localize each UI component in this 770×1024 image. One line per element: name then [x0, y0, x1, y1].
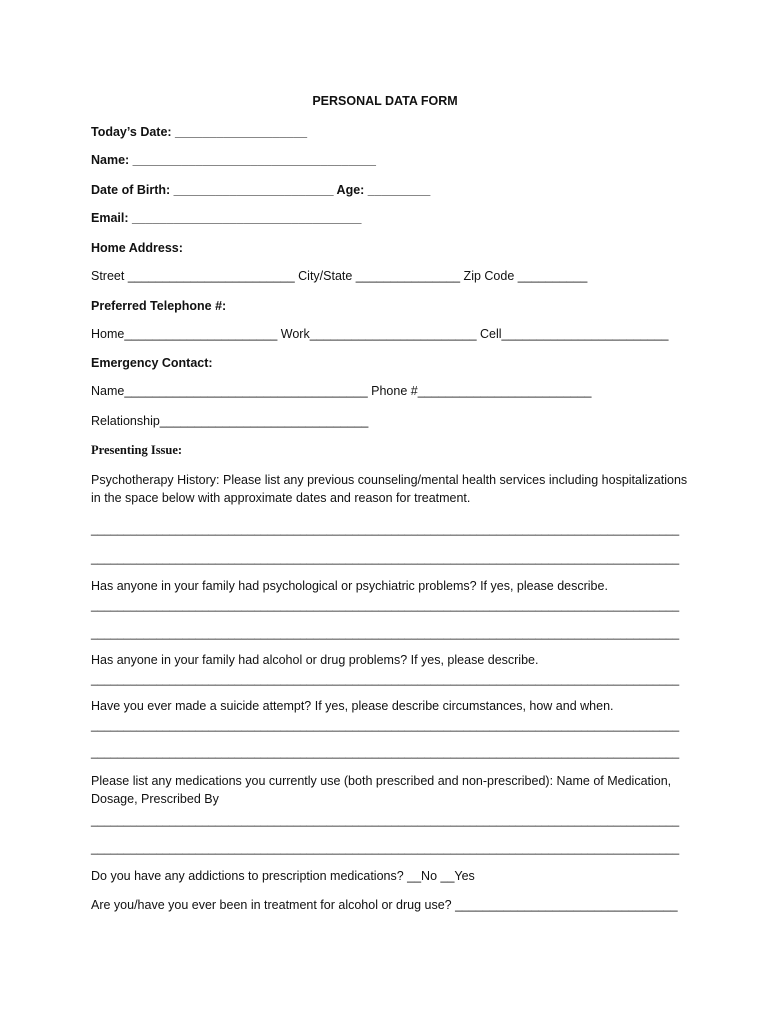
dob-age-field[interactable]: Date of Birth: _______________________ Age: _________: [91, 183, 431, 197]
suicide-question: Have you ever made a suicide attempt? If yes, please describe circumstances, how and when.: [91, 699, 614, 713]
family-alcohol-question: Has anyone in your family had alcohol or drug problems? If yes, please describe.: [91, 653, 539, 667]
treatment-question[interactable]: Are you/have you ever been in treatment for alcohol or drug use? ________________________________: [91, 898, 678, 912]
answer-line[interactable]: __________________________________________________________________________________________: [91, 523, 680, 536]
family-psych-question: Has anyone in your family had psychological or psychiatric problems? If yes, please describe.: [91, 579, 608, 593]
medications-question: Please list any medications you currently use (both prescribed and non-prescribed): Name of Medication, Dosage, Prescribed By: [91, 774, 672, 806]
addictions-question[interactable]: Do you have any addictions to prescription medications? __No __Yes: [91, 869, 475, 883]
presenting-issue-heading: Presenting Issue:: [91, 443, 183, 457]
relationship-field[interactable]: Relationship______________________________: [91, 414, 369, 428]
name-field[interactable]: Name: ___________________________________: [91, 153, 376, 167]
email-field[interactable]: Email: _________________________________: [91, 211, 362, 225]
answer-line[interactable]: __________________________________________________________________________________________: [91, 673, 680, 686]
psychotherapy-history-prompt: Psychotherapy History: Please list any previous counseling/mental health services including hospitalizations in the space below with approximate dates and reason for treatment.: [91, 473, 688, 505]
street-city-zip-field[interactable]: Street ________________________ City/State _______________ Zip Code __________: [91, 269, 588, 283]
todays-date-field[interactable]: Today’s Date: ___________________: [91, 125, 308, 139]
answer-line[interactable]: __________________________________________________________________________________________: [91, 599, 680, 612]
answer-line[interactable]: __________________________________________________________________________________________: [91, 746, 680, 759]
phones-field[interactable]: Home______________________ Work________________________ Cell________________________: [91, 327, 669, 341]
emergency-contact-heading: Emergency Contact:: [91, 356, 213, 370]
answer-line[interactable]: __________________________________________________________________________________________: [91, 842, 680, 855]
emergency-name-phone-field[interactable]: Name___________________________________ Phone #_________________________: [91, 384, 592, 398]
home-address-heading: Home Address:: [91, 241, 183, 255]
answer-line[interactable]: __________________________________________________________________________________________: [91, 814, 680, 827]
preferred-telephone-heading: Preferred Telephone #:: [91, 299, 227, 313]
page-title: PERSONAL DATA FORM: [312, 94, 458, 108]
answer-line[interactable]: __________________________________________________________________________________________: [91, 719, 680, 732]
answer-line[interactable]: __________________________________________________________________________________________: [91, 552, 680, 565]
answer-line[interactable]: __________________________________________________________________________________________: [91, 627, 680, 640]
